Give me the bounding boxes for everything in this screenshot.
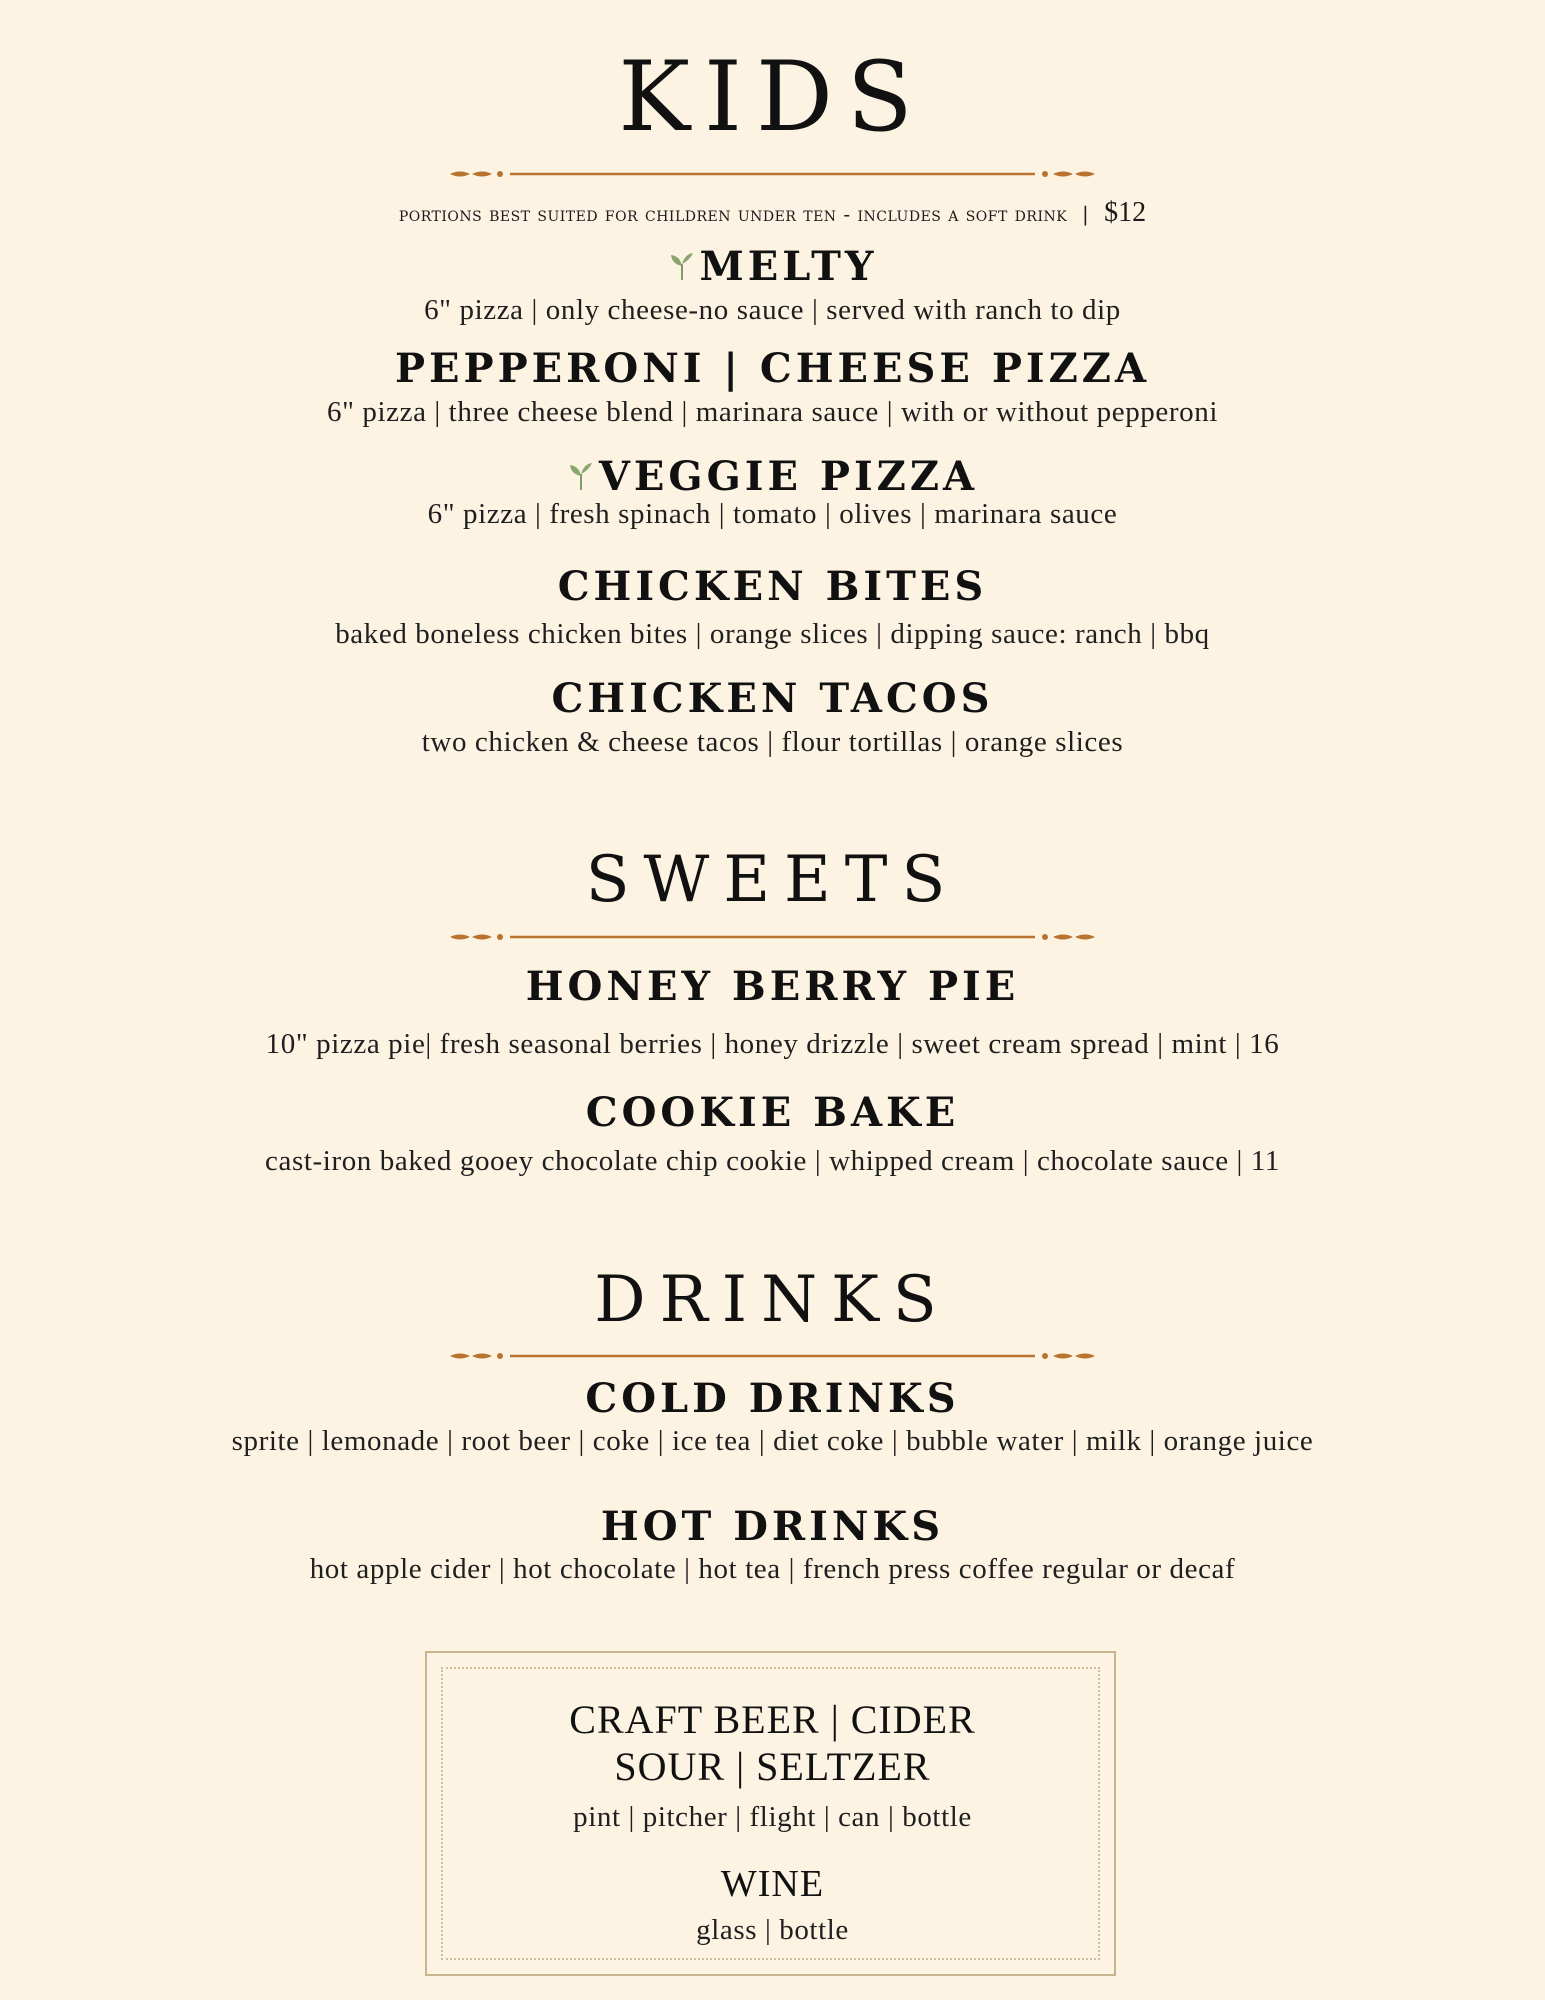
menu-item-title-cookie-bake: COOKIE BAKE (585, 1089, 960, 1136)
menu-item-desc-hot-drinks: hot apple cider | hot chocolate | hot tea | french press coffee regular or decaf (309, 1553, 1236, 1585)
kids-note-text: portions best suited for children under ten - includes a soft drink (398, 202, 1068, 226)
kids-portion-note (0, 196, 1545, 231)
menu-item-desc-cold-drinks: sprite | lemonade | root beer | coke | ice tea | diet coke | bubble water | milk | orange juice (231, 1425, 1314, 1457)
menu-item-desc-veggie-pizza: 6" pizza | fresh spinach | tomato | olives | marinara sauce (427, 498, 1118, 530)
veggie-pizza-name: VEGGIE PIZZA (598, 453, 979, 500)
menu-item-desc-cookie-bake: cast-iron baked gooey chocolate chip cookie | whipped cream | chocolate sauce | 11 (265, 1145, 1280, 1177)
menu-item-desc-chicken-bites: baked boneless chicken bites | orange slices | dipping sauce: ranch | bbq (335, 618, 1210, 650)
menu-item-desc-pepperoni-cheese: 6" pizza | three cheese blend | marinara sauce | with or without pepperoni (327, 396, 1218, 428)
menu-item-title-cold-drinks: COLD DRINKS (585, 1375, 960, 1422)
ornamental-divider-kids (450, 167, 1095, 181)
bar-box-line2: SOUR | SELTZER (614, 1744, 931, 1789)
section-title-drinks: DRINKS (594, 1263, 951, 1337)
menu-item-title-pepperoni-cheese: PEPPERONI | CHEESE PIZZA (394, 345, 1151, 392)
section-title-kids: KIDS (618, 41, 927, 153)
menu-item-desc-honey-berry-pie: 10" pizza pie| fresh seasonal berries | honey drizzle | sweet cream spread | mint | 16 (265, 1028, 1280, 1060)
menu-item-desc-melty: 6" pizza | only cheese-no sauce | served with ranch to dip (424, 294, 1121, 326)
sprout-icon (567, 460, 595, 492)
melty-name: MELTY (699, 243, 878, 290)
bar-drinks-box (425, 1651, 1116, 1976)
menu-item-title-chicken-bites: CHICKEN BITES (557, 563, 988, 610)
bar-box-beer-sizes: pint | pitcher | flight | can | bottle (573, 1801, 972, 1833)
bar-box-wine-title: WINE (720, 1863, 825, 1905)
kids-note-separator: | (1082, 202, 1090, 226)
menu-item-title-honey-berry-pie: HONEY BERRY PIE (525, 963, 1020, 1010)
menu-item-title-hot-drinks: HOT DRINKS (600, 1503, 945, 1550)
ornamental-divider-drinks (450, 1349, 1095, 1363)
menu-item-desc-chicken-tacos: two chicken & cheese tacos | flour tortillas | orange slices (421, 726, 1124, 758)
bar-box-line1: CRAFT BEER | CIDER (569, 1697, 976, 1742)
sprout-icon (668, 250, 696, 282)
ornamental-divider-sweets (450, 930, 1095, 944)
kids-price: $12 (1104, 197, 1147, 228)
bar-box-wine-sizes: glass | bottle (696, 1914, 849, 1946)
menu-item-title-melty (0, 242, 1545, 292)
menu-item-title-chicken-tacos: CHICKEN TACOS (551, 675, 994, 722)
section-title-sweets: SWEETS (585, 843, 960, 917)
